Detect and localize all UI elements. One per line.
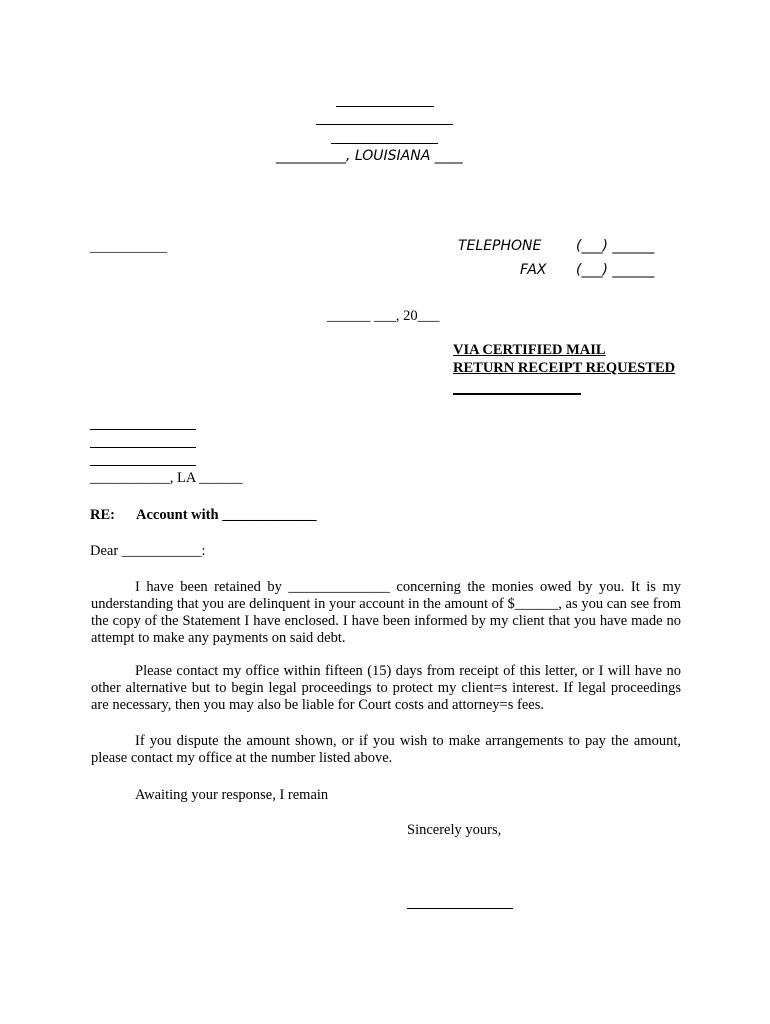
recipient-city-line: ___________, LA ______ <box>90 470 243 486</box>
telephone-label: TELEPHONE <box>458 238 542 254</box>
closing: Sincerely yours, <box>407 822 502 838</box>
re-text: Account with _____________ <box>136 507 317 523</box>
delivery-blank-line <box>453 393 581 395</box>
letterhead-line-3 <box>331 143 438 144</box>
signature-line <box>407 908 513 909</box>
paragraph-3 <box>91 733 681 767</box>
recipient-line-3 <box>90 465 196 466</box>
delivery-line-1: VIA CERTIFIED MAIL <box>453 342 606 358</box>
telephone-value: (___) ______ <box>576 238 655 254</box>
paragraph-3-text: If you dispute the amount shown, or if you wish to make arrangements to pay the amount, please contact my office at the number listed above. <box>91 733 681 766</box>
fax-label: FAX <box>520 262 547 278</box>
fax-value: (___) ______ <box>576 262 655 278</box>
letterhead-line-1 <box>336 106 434 107</box>
salutation: Dear ___________: <box>90 543 206 559</box>
letterhead-city-state: __________, LOUISIANA ____ <box>276 148 463 164</box>
contact-left-blank: ___________ <box>90 240 167 255</box>
letterhead-line-2 <box>316 124 453 125</box>
paragraph-2-text: Please contact my office within fifteen (15) days from receipt of this letter, or I will have no other alternative but to begin legal proceedings to protect my client=s interest. If legal proceedings are necessary, then you may also be liable for Court costs and attorney=s fees. <box>91 663 681 713</box>
date-line: ______ ___, 20___ <box>327 308 440 324</box>
delivery-line-2: RETURN RECEIPT REQUESTED <box>453 360 676 376</box>
paragraph-1-text: I have been retained by ______________ concerning the monies owed by you. It is my understanding that you are delinquent in your account in the amount of $______, as you can see from the copy of the Statement I have enclosed. I have been informed by my client that you have made no attempt to make any payments on said debt. <box>91 579 681 646</box>
paragraph-2 <box>91 663 681 714</box>
recipient-line-1 <box>90 429 196 430</box>
paragraph-1 <box>91 579 681 647</box>
paragraph-4 <box>91 787 681 804</box>
re-label: RE: <box>90 507 115 523</box>
recipient-line-2 <box>90 447 196 448</box>
paragraph-4-text: Awaiting your response, I remain <box>135 787 329 803</box>
